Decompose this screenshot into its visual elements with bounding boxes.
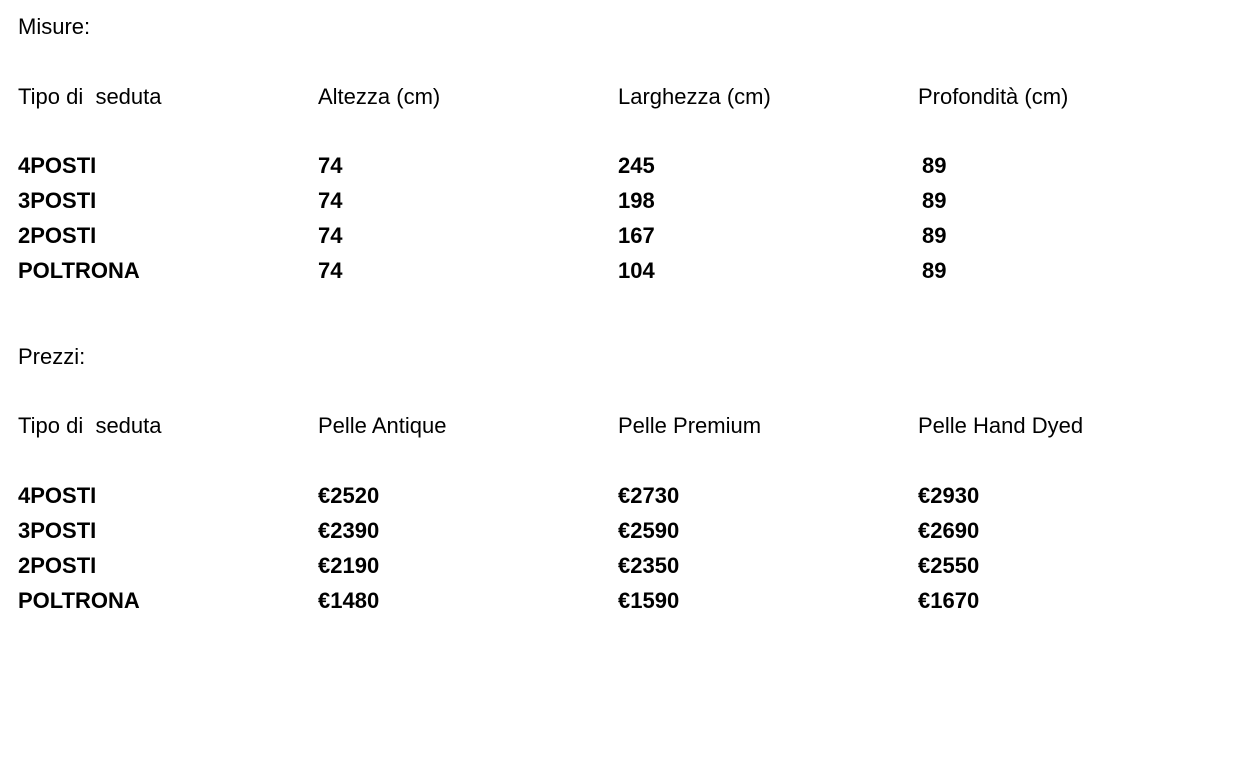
misure-title: Misure: bbox=[18, 14, 91, 39]
depth-cell: 89 bbox=[922, 153, 947, 178]
misure-row bbox=[18, 186, 1218, 216]
hand-dyed-price-cell: €2930 bbox=[918, 483, 980, 508]
misure-header-height: Altezza (cm) bbox=[318, 84, 441, 109]
antique-price-cell: €1480 bbox=[318, 588, 380, 613]
misure-header-row bbox=[18, 82, 1218, 112]
hand-dyed-price-cell: €2550 bbox=[918, 553, 980, 578]
depth-cell: 89 bbox=[922, 223, 947, 248]
height-cell: 74 bbox=[318, 153, 343, 178]
antique-price-cell: €2520 bbox=[318, 483, 380, 508]
prezzi-title: Prezzi: bbox=[18, 344, 86, 369]
seat-type-cell: POLTRONA bbox=[18, 258, 140, 283]
seat-type-cell: 4POSTI bbox=[18, 483, 97, 508]
misure-row bbox=[18, 221, 1218, 251]
hand-dyed-price-cell: €1670 bbox=[918, 588, 980, 613]
prezzi-header-seat-type: Tipo di seduta bbox=[18, 413, 162, 438]
misure-header-width: Larghezza (cm) bbox=[618, 84, 771, 109]
height-cell: 74 bbox=[318, 188, 343, 213]
antique-price-cell: €2190 bbox=[318, 553, 380, 578]
width-cell: 198 bbox=[618, 188, 655, 213]
prezzi-header-row bbox=[18, 411, 1218, 441]
seat-type-cell: 4POSTI bbox=[18, 153, 97, 178]
prezzi-header-premium: Pelle Premium bbox=[618, 413, 762, 438]
premium-price-cell: €1590 bbox=[618, 588, 680, 613]
prezzi-header-hand-dyed: Pelle Hand Dyed bbox=[918, 413, 1084, 438]
prezzi-header-antique: Pelle Antique bbox=[318, 413, 447, 438]
seat-type-cell: POLTRONA bbox=[18, 588, 140, 613]
prezzi-row bbox=[18, 516, 1218, 546]
misure-row bbox=[18, 151, 1218, 181]
misure-header-depth: Profondità (cm) bbox=[918, 84, 1069, 109]
width-cell: 245 bbox=[618, 153, 655, 178]
prezzi-row bbox=[18, 481, 1218, 511]
misure-row bbox=[18, 256, 1218, 286]
premium-price-cell: €2590 bbox=[618, 518, 680, 543]
width-cell: 104 bbox=[618, 258, 655, 283]
seat-type-cell: 3POSTI bbox=[18, 518, 97, 543]
width-cell: 167 bbox=[618, 223, 655, 248]
height-cell: 74 bbox=[318, 258, 343, 283]
seat-type-cell: 2POSTI bbox=[18, 553, 97, 578]
misure-header-seat-type: Tipo di seduta bbox=[18, 84, 162, 109]
hand-dyed-price-cell: €2690 bbox=[918, 518, 980, 543]
seat-type-cell: 3POSTI bbox=[18, 188, 97, 213]
antique-price-cell: €2390 bbox=[318, 518, 380, 543]
prezzi-row bbox=[18, 586, 1218, 616]
seat-type-cell: 2POSTI bbox=[18, 223, 97, 248]
prezzi-row bbox=[18, 551, 1218, 581]
premium-price-cell: €2350 bbox=[618, 553, 680, 578]
height-cell: 74 bbox=[318, 223, 343, 248]
depth-cell: 89 bbox=[922, 258, 947, 283]
depth-cell: 89 bbox=[922, 188, 947, 213]
premium-price-cell: €2730 bbox=[618, 483, 680, 508]
